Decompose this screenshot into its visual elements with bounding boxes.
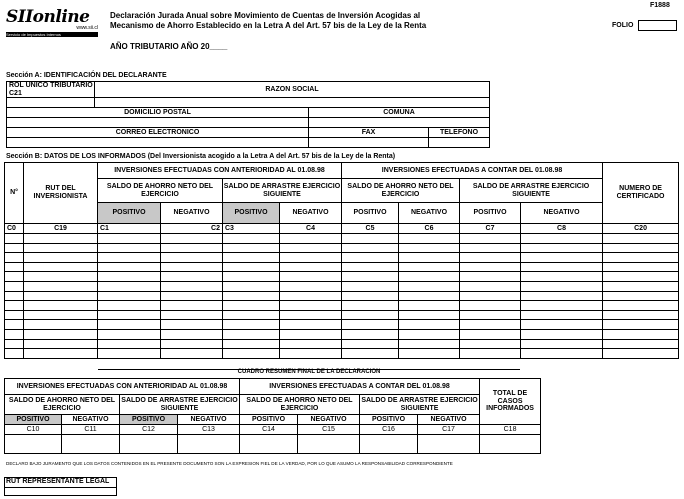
table-cell[interactable]	[24, 281, 98, 291]
table-cell[interactable]	[98, 291, 161, 301]
domicilio-field[interactable]	[7, 118, 309, 128]
declaration-text: DECLARO BAJO JURAMENTO QUE LOS DATOS CONTENIDOS EN EL PRESENTE DOCUMENTO SON LA EXPRESION FIEL DE LA VERDAD, POR LO QUE ASUMO LA RESPONSABILIDAD CORRESPONDIENTE	[6, 461, 453, 466]
table-cell[interactable]	[460, 234, 521, 244]
table-cell[interactable]	[603, 329, 679, 339]
s-sub4-header: SALDO DE ARRASTRE EJERCICIO SIGUIENTE	[360, 395, 480, 415]
rut-label: ROL UNICO TRIBUTARIO C21	[7, 82, 95, 98]
table-cell[interactable]	[399, 329, 460, 339]
table-cell[interactable]	[5, 320, 24, 330]
table-cell[interactable]	[98, 349, 161, 359]
s-pos2-header: POSITIVO	[120, 415, 178, 425]
b-code: C0	[5, 224, 24, 234]
rut-field[interactable]	[7, 98, 95, 108]
table-cell[interactable]	[161, 253, 223, 263]
section-a-title: Sección A: IDENTIFICACIÓN DEL DECLARANTE	[6, 72, 167, 79]
table-cell[interactable]	[460, 349, 521, 359]
s-pos3-header: POSITIVO	[240, 415, 298, 425]
table-cell[interactable]	[399, 272, 460, 282]
b-code: C1	[98, 224, 161, 234]
table-cell[interactable]	[342, 262, 399, 272]
table-cell[interactable]	[342, 281, 399, 291]
table-cell[interactable]	[223, 281, 280, 291]
table-cell[interactable]	[5, 243, 24, 253]
s-neg1-header: NEGATIVO	[62, 415, 120, 425]
s-code: C16	[360, 425, 418, 435]
table-cell[interactable]	[24, 329, 98, 339]
table-cell[interactable]	[24, 253, 98, 263]
table-cell[interactable]	[24, 234, 98, 244]
table-cell[interactable]	[223, 320, 280, 330]
table-cell[interactable]	[342, 291, 399, 301]
table-cell[interactable]	[521, 349, 603, 359]
table-row	[5, 272, 679, 282]
table-cell[interactable]	[603, 234, 679, 244]
b-group2-header: INVERSIONES EFECTUADAS A CONTAR DEL 01.08.98	[342, 163, 603, 179]
table-cell[interactable]	[460, 339, 521, 349]
b-rut-header: RUT DEL INVERSIONISTA	[24, 163, 98, 224]
table-row	[5, 349, 679, 359]
b-code: C7	[460, 224, 521, 234]
tax-year: AÑO TRIBUTARIO AÑO 20____	[110, 42, 228, 51]
table-cell[interactable]	[399, 291, 460, 301]
b-code: C2	[161, 224, 223, 234]
table-cell[interactable]	[460, 281, 521, 291]
b-neg3-header: NEGATIVO	[399, 203, 460, 224]
s-pos1-header: POSITIVO	[5, 415, 62, 425]
table-cell[interactable]	[5, 339, 24, 349]
table-cell[interactable]	[161, 301, 223, 311]
table-cell[interactable]	[521, 329, 603, 339]
section-b-title: Sección B: DATOS DE LOS INFORMADOS (Del Inversionista acogido a la Letra A del Art. 57 bis de la Ley de la Renta)	[6, 153, 396, 160]
table-cell[interactable]	[223, 243, 280, 253]
table-cell[interactable]	[460, 320, 521, 330]
b-neg1-header: NEGATIVO	[161, 203, 223, 224]
table-cell[interactable]	[223, 310, 280, 320]
b-sub3-header: SALDO DE AHORRO NETO DEL EJERCICIO	[342, 179, 460, 203]
table-cell[interactable]	[5, 234, 24, 244]
b-sub4-header: SALDO DE ARRASTRE EJERCICIO SIGUIENTE	[460, 179, 603, 203]
table-cell[interactable]	[521, 272, 603, 282]
table-cell[interactable]	[223, 291, 280, 301]
b-sub2-header: SALDO DE ARRASTRE EJERCICIO SIGUIENTE	[223, 179, 342, 203]
table-cell[interactable]	[223, 329, 280, 339]
table-cell[interactable]	[603, 253, 679, 263]
s-sub1-header: SALDO DE AHORRO NETO DEL EJERCICIO	[5, 395, 120, 415]
table-cell[interactable]	[223, 272, 280, 282]
table-cell[interactable]	[280, 291, 342, 301]
logo-tagline: Servicio de Impuestos Internos	[6, 32, 98, 37]
b-code: C8	[521, 224, 603, 234]
table-cell[interactable]	[161, 291, 223, 301]
table-cell[interactable]	[98, 310, 161, 320]
s-field[interactable]	[62, 435, 120, 454]
table-cell[interactable]	[460, 310, 521, 320]
fax-field[interactable]	[309, 138, 429, 148]
table-cell[interactable]	[603, 301, 679, 311]
section-b-table	[4, 162, 679, 359]
table-cell[interactable]	[399, 320, 460, 330]
table-cell[interactable]	[603, 281, 679, 291]
logo-url: www.sii.cl	[76, 25, 98, 31]
form-title-line1: Declaración Jurada Anual sobre Movimiento de Cuentas de Inversión Acogidas al	[110, 11, 421, 20]
table-cell[interactable]	[603, 272, 679, 282]
s-code: C17	[418, 425, 480, 435]
table-cell[interactable]	[161, 234, 223, 244]
table-cell[interactable]	[460, 329, 521, 339]
s-code: C14	[240, 425, 298, 435]
table-cell[interactable]	[460, 262, 521, 272]
table-cell[interactable]	[24, 349, 98, 359]
table-cell[interactable]	[280, 329, 342, 339]
s-code: C18	[480, 425, 541, 435]
correo-label: CORREO ELECTRONICO	[7, 128, 309, 138]
table-cell[interactable]	[399, 253, 460, 263]
table-cell[interactable]	[98, 253, 161, 263]
domicilio-label: DOMICILIO POSTAL	[7, 108, 309, 118]
table-cell[interactable]	[5, 272, 24, 282]
b-code: C20	[603, 224, 679, 234]
table-cell[interactable]	[342, 234, 399, 244]
rut-representante-field[interactable]	[4, 487, 117, 496]
b-sub1-header: SALDO DE AHORRO NETO DEL EJERCICIO	[98, 179, 223, 203]
table-cell[interactable]	[24, 262, 98, 272]
table-cell[interactable]	[460, 272, 521, 282]
table-row	[5, 243, 679, 253]
comuna-field[interactable]	[309, 118, 490, 128]
b-neg2-header: NEGATIVO	[280, 203, 342, 224]
table-row	[5, 339, 679, 349]
s-field[interactable]	[240, 435, 298, 454]
b-neg4-header: NEGATIVO	[521, 203, 603, 224]
table-cell[interactable]	[342, 253, 399, 263]
table-cell[interactable]	[5, 281, 24, 291]
table-cell[interactable]	[399, 243, 460, 253]
b-code: C6	[399, 224, 460, 234]
razon-social-label: RAZON SOCIAL	[95, 82, 490, 98]
table-cell[interactable]	[161, 281, 223, 291]
table-cell[interactable]	[521, 262, 603, 272]
table-cell[interactable]	[342, 320, 399, 330]
table-cell[interactable]	[98, 272, 161, 282]
table-cell[interactable]	[223, 262, 280, 272]
table-cell[interactable]	[280, 320, 342, 330]
table-cell[interactable]	[223, 253, 280, 263]
s-pos4-header: POSITIVO	[360, 415, 418, 425]
table-cell[interactable]	[161, 272, 223, 282]
table-row	[5, 310, 679, 320]
table-cell[interactable]	[460, 291, 521, 301]
table-cell[interactable]	[161, 320, 223, 330]
s-code: C10	[5, 425, 62, 435]
table-cell[interactable]	[5, 310, 24, 320]
s-sub3-header: SALDO DE AHORRO NETO DEL EJERCICIO	[240, 395, 360, 415]
s-neg3-header: NEGATIVO	[298, 415, 360, 425]
table-cell[interactable]	[460, 243, 521, 253]
b-pos4-header: POSITIVO	[460, 203, 521, 224]
folio-label: FOLIO	[612, 22, 634, 29]
table-cell[interactable]	[280, 243, 342, 253]
table-cell[interactable]	[161, 243, 223, 253]
telefono-field[interactable]	[429, 138, 490, 148]
b-code: C19	[24, 224, 98, 234]
table-cell[interactable]	[342, 272, 399, 282]
s-group1-header: INVERSIONES EFECTUADAS CON ANTERIORIDAD AL 01.08.98	[5, 379, 240, 395]
b-code-row	[5, 224, 679, 234]
table-cell[interactable]	[342, 339, 399, 349]
table-cell[interactable]	[98, 243, 161, 253]
comuna-label: COMUNA	[309, 108, 490, 118]
table-cell[interactable]	[223, 349, 280, 359]
table-cell[interactable]	[460, 253, 521, 263]
s-neg2-header: NEGATIVO	[178, 415, 240, 425]
table-row	[5, 262, 679, 272]
b-code: C5	[342, 224, 399, 234]
s-neg4-header: NEGATIVO	[418, 415, 480, 425]
table-row	[5, 291, 679, 301]
b-cert-header: NUMERO DE CERTIFICADO	[603, 163, 679, 224]
table-row	[5, 253, 679, 263]
table-cell[interactable]	[24, 272, 98, 282]
table-cell[interactable]	[521, 310, 603, 320]
table-row	[5, 301, 679, 311]
table-cell[interactable]	[521, 253, 603, 263]
telefono-label: TELEFONO	[429, 128, 490, 138]
b-n-header: N°	[5, 163, 24, 224]
s-field[interactable]	[178, 435, 240, 454]
table-cell[interactable]	[24, 243, 98, 253]
table-cell[interactable]	[161, 262, 223, 272]
table-cell[interactable]	[98, 234, 161, 244]
table-cell[interactable]	[521, 243, 603, 253]
s-field[interactable]	[298, 435, 360, 454]
table-cell[interactable]	[342, 243, 399, 253]
table-cell[interactable]	[521, 320, 603, 330]
s-code: C13	[178, 425, 240, 435]
s-field[interactable]	[5, 435, 62, 454]
table-cell[interactable]	[5, 262, 24, 272]
table-cell[interactable]	[5, 349, 24, 359]
table-cell[interactable]	[603, 349, 679, 359]
table-cell[interactable]	[399, 301, 460, 311]
table-cell[interactable]	[161, 310, 223, 320]
table-cell[interactable]	[342, 329, 399, 339]
table-cell[interactable]	[280, 349, 342, 359]
table-cell[interactable]	[5, 329, 24, 339]
table-cell[interactable]	[399, 310, 460, 320]
table-cell[interactable]	[603, 243, 679, 253]
table-cell[interactable]	[223, 234, 280, 244]
table-cell[interactable]	[399, 349, 460, 359]
s-field[interactable]	[480, 435, 541, 454]
s-sub2-header: SALDO DE ARRASTRE EJERCICIO SIGUIENTE	[120, 395, 240, 415]
table-cell[interactable]	[24, 310, 98, 320]
table-cell[interactable]	[280, 234, 342, 244]
table-cell[interactable]	[223, 339, 280, 349]
table-cell[interactable]	[280, 301, 342, 311]
s-field[interactable]	[360, 435, 418, 454]
table-cell[interactable]	[460, 301, 521, 311]
b-group1-header: INVERSIONES EFECTUADAS CON ANTERIORIDAD AL 01.08.98	[98, 163, 342, 179]
table-cell[interactable]	[280, 253, 342, 263]
table-cell[interactable]	[399, 281, 460, 291]
table-cell[interactable]	[603, 262, 679, 272]
b-code: C4	[280, 224, 342, 234]
summary-title: CUADRO RESUMEN FINAL DE LA DECLARACION	[237, 369, 381, 375]
table-cell[interactable]	[98, 320, 161, 330]
table-cell[interactable]	[342, 349, 399, 359]
table-cell[interactable]	[5, 253, 24, 263]
table-cell[interactable]	[161, 349, 223, 359]
table-cell[interactable]	[98, 281, 161, 291]
table-cell[interactable]	[98, 262, 161, 272]
logo-brand: SIIonline	[6, 7, 90, 27]
table-cell[interactable]	[24, 339, 98, 349]
table-cell[interactable]	[521, 281, 603, 291]
table-row	[5, 329, 679, 339]
table-cell[interactable]	[98, 301, 161, 311]
table-cell[interactable]	[5, 291, 24, 301]
table-cell[interactable]	[161, 339, 223, 349]
table-cell[interactable]	[603, 320, 679, 330]
section-a-table	[6, 81, 490, 148]
table-row	[5, 320, 679, 330]
table-row	[5, 281, 679, 291]
s-total-header: TOTAL DE CASOS INFORMADOS	[480, 379, 541, 425]
correo-field[interactable]	[7, 138, 309, 148]
table-cell[interactable]	[98, 329, 161, 339]
table-cell[interactable]	[603, 310, 679, 320]
form-title	[110, 11, 426, 31]
table-cell[interactable]	[399, 234, 460, 244]
form-title-line2: Mecanismo de Ahorro Establecido en la Letra A del Art. 57 bis de la Ley de la Renta	[110, 21, 427, 30]
table-cell[interactable]	[521, 234, 603, 244]
folio-field[interactable]	[638, 20, 677, 31]
table-cell[interactable]	[280, 281, 342, 291]
s-code: C11	[62, 425, 120, 435]
table-cell[interactable]	[342, 301, 399, 311]
s-code: C15	[298, 425, 360, 435]
sii-logo	[6, 8, 98, 40]
s-field[interactable]	[418, 435, 480, 454]
table-cell[interactable]	[521, 301, 603, 311]
table-cell[interactable]	[223, 301, 280, 311]
razon-social-field[interactable]	[95, 98, 490, 108]
table-cell[interactable]	[24, 320, 98, 330]
table-cell[interactable]	[399, 339, 460, 349]
table-cell[interactable]	[521, 291, 603, 301]
table-cell[interactable]	[342, 310, 399, 320]
table-cell[interactable]	[24, 301, 98, 311]
b-pos2-header: POSITIVO	[223, 203, 280, 224]
form-code: F1888	[650, 2, 670, 9]
rut-representante-label: RUT REPRESENTANTE LEGAL	[4, 477, 117, 487]
table-cell[interactable]	[280, 262, 342, 272]
s-group2-header: INVERSIONES EFECTUADAS A CONTAR DEL 01.08.98	[240, 379, 480, 395]
table-cell[interactable]	[603, 291, 679, 301]
b-pos1-header: POSITIVO	[98, 203, 161, 224]
fax-label: FAX	[309, 128, 429, 138]
table-cell[interactable]	[280, 339, 342, 349]
table-cell[interactable]	[280, 310, 342, 320]
table-cell[interactable]	[161, 329, 223, 339]
s-code: C12	[120, 425, 178, 435]
table-cell[interactable]	[24, 291, 98, 301]
table-cell[interactable]	[521, 339, 603, 349]
table-cell[interactable]	[603, 339, 679, 349]
table-row	[5, 234, 679, 244]
b-pos3-header: POSITIVO	[342, 203, 399, 224]
summary-table	[4, 378, 541, 454]
table-cell[interactable]	[399, 262, 460, 272]
table-cell[interactable]	[280, 272, 342, 282]
table-cell[interactable]	[5, 301, 24, 311]
s-field[interactable]	[120, 435, 178, 454]
b-code: C3	[223, 224, 280, 234]
table-cell[interactable]	[98, 339, 161, 349]
